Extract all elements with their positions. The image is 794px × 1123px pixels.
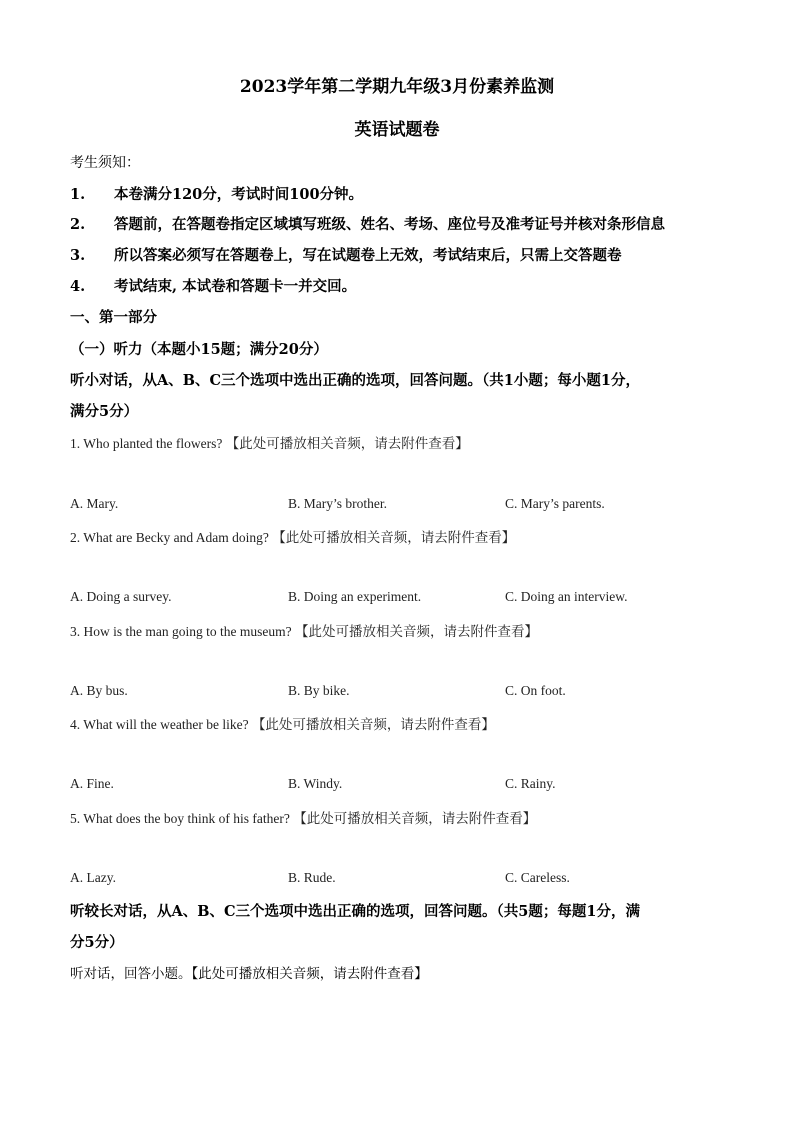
option-a: A. Doing a survey. <box>70 589 172 604</box>
question-text: 3. How is the man going to the museum? <box>70 624 292 639</box>
notice-item-number: 3. <box>70 247 86 264</box>
option-a: A. Fine. <box>70 776 114 791</box>
notice-heading: 考生须知： <box>70 155 140 171</box>
notice-item <box>70 244 622 265</box>
option-c: C. Doing an interview. <box>505 589 628 604</box>
instruction-line: 听小对话，从A、B、C三个选项中选出正确的选项，回答问题。（共1小题；每小题1分， <box>70 372 640 389</box>
instruction-line: 分5分） <box>70 934 124 951</box>
option-c: C. Careless. <box>505 870 570 885</box>
notice-item <box>70 213 665 234</box>
option-b: B. Mary’s brother. <box>288 496 387 511</box>
option-b: B. Rude. <box>288 870 336 885</box>
notice-item-text: 考试结束, 本试卷和答题卡一并交回。 <box>114 278 357 295</box>
page-title: 2023学年第二学期九年级3月份素养监测 <box>239 77 555 97</box>
option-c: C. Mary’s parents. <box>505 496 605 511</box>
instruction-line: 满分5分） <box>70 403 139 420</box>
notice-item-text: 答题前，在答题卷指定区域填写班级、姓名、考场、座位号及准考证号并核对条形信息 <box>114 216 665 233</box>
page-subtitle: 英语试题卷 <box>354 120 440 140</box>
audio-note[interactable]: 【此处可播放相关音频，请去附件查看】 <box>294 624 538 640</box>
notice-item-text: 本卷满分120分，考试时间100分钟。 <box>114 186 364 203</box>
option-a: A. By bus. <box>70 683 128 698</box>
question <box>70 807 536 827</box>
instruction-line: 听较长对话，从A、B、C三个选项中选出正确的选项，回答问题。（共5题；每题1分，满 <box>70 903 640 920</box>
question <box>70 526 515 546</box>
notice-item-text: 所以答案必须写在答题卷上，写在试题卷上无效，考试结束后，只需上交答题卷 <box>114 247 622 264</box>
notice-item-number: 2. <box>70 216 86 233</box>
question <box>70 432 469 452</box>
notice-item-number: 4. <box>70 278 86 295</box>
part-heading: 一、第一部分 <box>70 309 157 326</box>
question-text: 5. What does the boy think of his father? <box>70 811 290 826</box>
section-heading: （一）听力（本题小15题；满分20分） <box>70 341 328 358</box>
option-b: B. By bike. <box>288 683 350 698</box>
question-text: 1. Who planted the flowers? <box>70 436 223 451</box>
notice-item <box>70 183 363 204</box>
option-b: B. Windy. <box>288 776 343 791</box>
audio-note[interactable]: 【此处可播放相关音频，请去附件查看】 <box>272 530 516 546</box>
audio-note[interactable]: 【此处可播放相关音频，请去附件查看】 <box>251 717 495 733</box>
question-text: 4. What will the weather be like? <box>70 717 249 732</box>
option-a: A. Lazy. <box>70 870 116 885</box>
question-text: 2. What are Becky and Adam doing? <box>70 530 269 545</box>
listen-instruction[interactable]: 听对话，回答小题。【此处可播放相关音频，请去附件查看】 <box>70 966 428 982</box>
question <box>70 713 495 733</box>
option-c: C. Rainy. <box>505 776 556 791</box>
option-a: A. Mary. <box>70 496 119 511</box>
audio-note[interactable]: 【此处可播放相关音频，请去附件查看】 <box>225 436 469 452</box>
option-c: C. On foot. <box>505 683 566 698</box>
notice-item <box>70 275 356 296</box>
question <box>70 620 538 640</box>
notice-item-number: 1. <box>70 186 86 203</box>
audio-note[interactable]: 【此处可播放相关音频，请去附件查看】 <box>293 811 537 827</box>
option-b: B. Doing an experiment. <box>288 589 422 604</box>
